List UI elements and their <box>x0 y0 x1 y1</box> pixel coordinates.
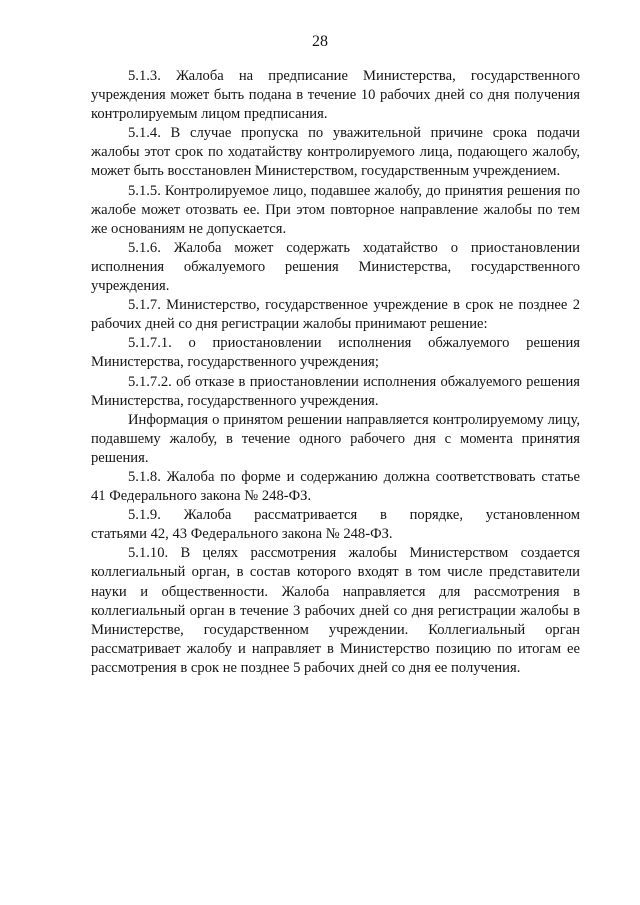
paragraph-5-1-9-line-2: статьями 42, 43 Федерального закона № 248-ФЗ. <box>91 526 393 543</box>
paragraph-5-1-7-1: 5.1.7.1. о приостановлении исполнения обжалуемого решения Министерства, государственного учреждения; <box>91 335 580 371</box>
paragraph-5-1-4: 5.1.4. В случае пропуска по уважительной причине срока подачи жалобы этот срок по ходатайству контролируемого лица, подающего жалобу, может быть восстановлен Министерством, государственным учреждением. <box>91 125 580 180</box>
paragraph-5-1-7-2: 5.1.7.2. об отказе в приостановлении исполнения обжалуемого решения Министерства, государственного учреждения. <box>91 373 580 409</box>
paragraph-5-1-10: 5.1.10. В целях рассмотрения жалобы Министерством создается коллегиальный орган, в состав которого входят в том числе представители науки и общественности. Жалоба направляется для рассмотрения в коллегиальный орган в течение 3 рабочих дней со дня регистрации жалобы в Министерстве, государственном учреждении. Коллегиальный орган рассматривает жалобу и направляет в Министерство позицию по итогам ее рассмотрения в срок не позднее 5 рабочих дней со дня ее получения. <box>91 545 580 676</box>
paragraph-5-1-9 <box>91 506 580 544</box>
paragraph-5-1-8: 5.1.8. Жалоба по форме и содержанию должна соответствовать статье 41 Федерального закона № 248-ФЗ. <box>91 468 580 505</box>
paragraph-5-1-7: 5.1.7. Министерство, государственное учреждение в срок не позднее 2 рабочих дней со дня регистрации жалобы принимают решение: <box>91 297 580 333</box>
paragraph-decision-info: Информация о принятом решении направляется контролируемому лицу, подавшему жалобу, в течение одного рабочего дня с момента принятия решения. <box>91 411 580 466</box>
paragraph-5-1-9-line-1: 5.1.9. Жалоба рассматривается в порядке, установленном <box>128 507 580 524</box>
paragraph-5-1-3: 5.1.3. Жалоба на предписание Министерства, государственного учреждения может быть подана в течение 10 рабочих дней со дня получения контролируемым лицом предписания. <box>91 68 580 123</box>
document-body <box>91 67 580 678</box>
paragraph-5-1-6: 5.1.6. Жалоба может содержать ходатайство о приостановлении исполнения обжалуемого решения Министерства, государственного учреждения. <box>91 239 580 295</box>
page-number: 28 <box>312 33 328 50</box>
paragraph-5-1-5: 5.1.5. Контролируемое лицо, подавшее жалобу, до принятия решения по жалобе может отозвать ее. При этом повторное направление жалобы по тем же основаниям не допускается. <box>91 182 580 237</box>
